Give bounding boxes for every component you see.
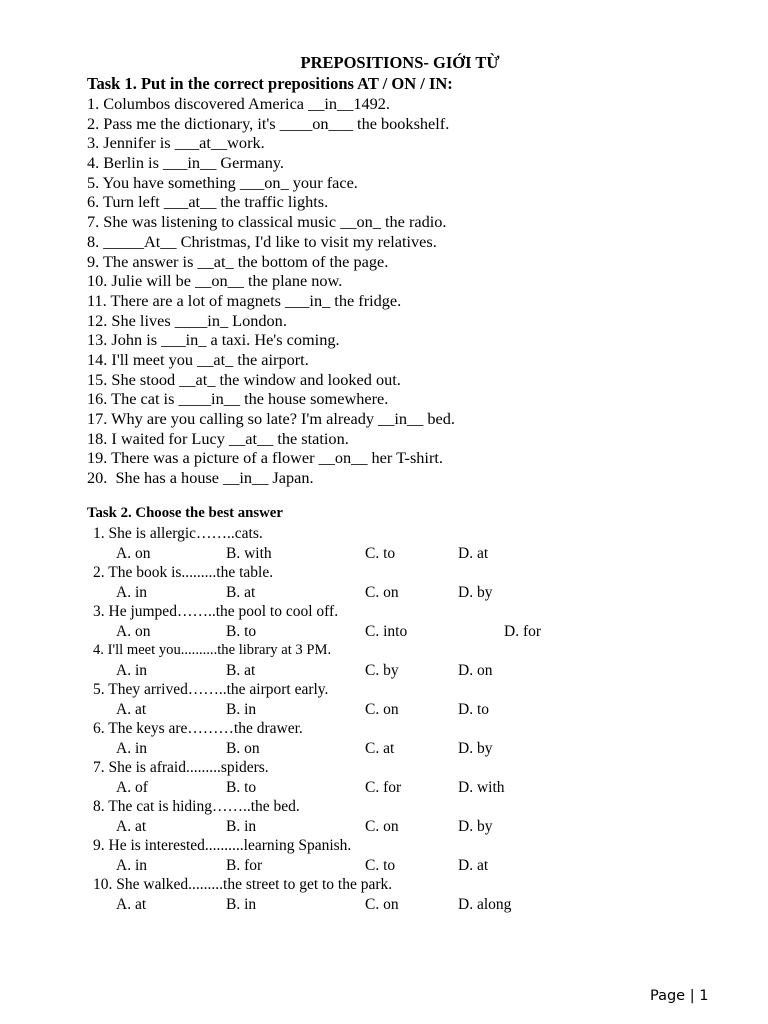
task1-item: 5. You have something ___on_ your face.	[87, 172, 358, 192]
option-b: B. in	[226, 817, 257, 835]
option-a: A. at	[116, 700, 147, 718]
task2-question: 5. They arrived……..the airport early.	[93, 681, 329, 698]
task2-question: 6. The keys are………the drawer.	[93, 720, 303, 737]
option-a: A. in	[116, 583, 147, 601]
task1-item: 15. She stood __at_ the window and looked out.	[87, 369, 401, 389]
task1-item: 8. _____At__ Christmas, I'd like to visit my relatives.	[87, 231, 437, 251]
option-c: C. on	[365, 700, 399, 718]
task2-question: 8. The cat is hiding……..the bed.	[93, 798, 300, 815]
option-c: C. to	[365, 856, 396, 874]
task2-options	[93, 895, 512, 915]
option-b: B. at	[226, 661, 256, 679]
option-d: D. along	[458, 895, 512, 913]
task1-item: 14. I'll meet you __at_ the airport.	[87, 349, 309, 369]
task2-question: 9. He is interested..........learning Spanish.	[93, 837, 352, 854]
task2-question: 4. I'll meet you..........the library at 3 PM.	[93, 642, 332, 658]
option-a: A. at	[116, 817, 147, 835]
option-a: A. in	[116, 856, 147, 874]
task1-item: 12. She lives ____in_ London.	[87, 310, 287, 330]
task2-question: 2. The book is.........the table.	[93, 564, 274, 581]
option-c: C. at	[365, 739, 395, 757]
option-c: C. into	[365, 622, 408, 640]
option-d: D. at	[458, 856, 489, 874]
task1-item: 20. She has a house __in__ Japan.	[87, 468, 314, 488]
task2-options	[93, 622, 542, 642]
task2-options	[93, 661, 493, 681]
task2-list	[93, 524, 542, 914]
page-number: Page | 1	[650, 988, 709, 1004]
task1-item: 13. John is ___in_ a taxi. He's coming.	[87, 330, 340, 350]
option-b: B. for	[226, 856, 263, 874]
task2-options	[93, 817, 493, 837]
task1-item: 1. Columbos discovered America __in__1492.	[87, 94, 390, 113]
option-b: B. to	[226, 778, 257, 796]
task1-heading: Task 1. Put in the correct prepositions AT / ON / IN:	[87, 74, 453, 93]
option-d: D. to	[458, 700, 489, 718]
option-d: D. with	[458, 778, 505, 796]
option-b: B. with	[226, 544, 272, 562]
option-b: B. to	[226, 622, 257, 640]
option-a: A. on	[116, 544, 151, 562]
task1-item: 11. There are a lot of magnets ___in_ the fridge.	[87, 290, 402, 310]
task1-item: 19. There was a picture of a flower __on__ her T-shirt.	[87, 448, 443, 468]
task1-item: 3. Jennifer is ___at__work.	[87, 133, 265, 153]
option-c: C. for	[365, 778, 402, 796]
task2-question: 7. She is afraid.........spiders.	[93, 759, 269, 776]
task2-options	[93, 739, 493, 759]
task1-item: 10. Julie will be __on__ the plane now.	[87, 271, 343, 291]
task1-item: 7. She was listening to classical music __on_ the radio.	[87, 212, 447, 232]
option-b: B. in	[226, 895, 257, 913]
option-c: C. on	[365, 817, 399, 835]
task1-item: 6. Turn left ___at__ the traffic lights.	[87, 192, 329, 212]
option-a: A. on	[116, 622, 151, 640]
task2-options	[93, 856, 489, 876]
option-d: D. by	[458, 817, 493, 835]
task2-question: 1. She is allergic……..cats.	[93, 525, 263, 542]
task1-item: 18. I waited for Lucy __at__ the station.	[87, 428, 349, 448]
option-a: A. at	[116, 895, 147, 913]
option-c: C. on	[365, 895, 399, 913]
page-title: PREPOSITIONS- GIỚI TỪ	[300, 53, 500, 72]
task1-item: 16. The cat is ____in__ the house somewhere.	[87, 389, 389, 409]
task1-item: 17. Why are you calling so late? I'm already __in__ bed.	[87, 409, 455, 428]
task1-item: 2. Pass me the dictionary, it's ____on___ the bookshelf.	[87, 113, 450, 133]
task2-heading: Task 2. Choose the best answer	[87, 505, 283, 521]
task2-question: 3. He jumped……..the pool to cool off.	[93, 603, 339, 620]
option-d: D. by	[458, 583, 493, 601]
task2-options	[93, 778, 505, 798]
option-a: A. in	[116, 661, 147, 679]
option-c: C. by	[365, 661, 399, 679]
option-c: C. to	[365, 544, 396, 562]
task2-options	[93, 583, 493, 603]
task2-options	[93, 700, 489, 720]
task2-options	[93, 544, 489, 564]
task1-item: 4. Berlin is ___in__ Germany.	[87, 153, 285, 173]
option-d: D. for	[504, 622, 542, 640]
option-b: B. at	[226, 583, 256, 601]
task1-item: 9. The answer is __at_ the bottom of the page.	[87, 251, 389, 271]
option-d: D. on	[458, 661, 493, 679]
option-d: D. by	[458, 739, 493, 757]
option-d: D. at	[458, 544, 489, 562]
option-b: B. on	[226, 739, 260, 757]
option-a: A. in	[116, 739, 147, 757]
task2-question: 10. She walked.........the street to get to the park.	[93, 876, 393, 893]
option-a: A. of	[116, 778, 148, 796]
option-c: C. on	[365, 583, 399, 601]
task1-list	[87, 94, 455, 488]
option-b: B. in	[226, 700, 257, 718]
